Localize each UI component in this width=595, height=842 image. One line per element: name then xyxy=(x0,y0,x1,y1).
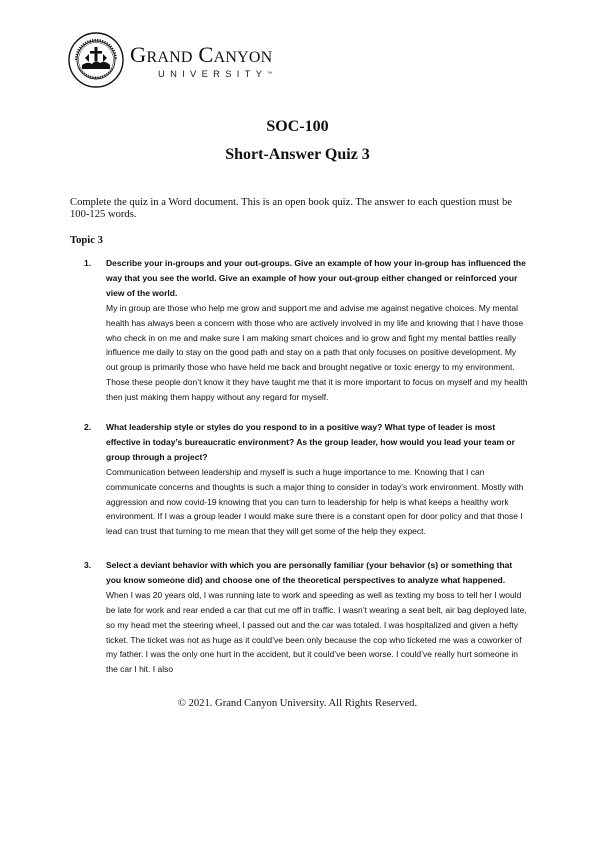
page-title: Short-Answer Quiz 3 xyxy=(225,146,370,163)
question-block xyxy=(84,558,529,677)
answer-text: My in group are those who help me grow and support me and advise me against negative choices. My mental health has always been a concern with those who are actively involved in my life and knowing that I have those who check in on me and make sure I am making smart choices and io grow and fight my mental battles really influence me daily to stay on the good path and stay on a path that only focuses on positive development. My out group is primarily those who have held me back and brought negative or toxic energy to my environment. Those these people don’t know it they have taught me that it is more important to focus on myself and my health then just making them happy without any regard for myself. xyxy=(106,302,528,403)
university-seal-icon xyxy=(68,32,124,88)
question-block xyxy=(84,256,529,405)
topic-heading: Topic 3 xyxy=(70,235,103,246)
university-logo xyxy=(68,32,272,88)
copyright-footer: © 2021. Grand Canyon University. All Rights Reserved. xyxy=(177,698,418,709)
course-code: SOC-100 xyxy=(266,118,329,135)
question-text: What leadership style or styles do you respond to in a positive way? What type of leader is most effective in today’s bureaucratic environment? As the group leader, how would you lead your team or group through a project? xyxy=(106,422,515,462)
brand-subtitle: UNIVERSITY™ xyxy=(158,68,273,79)
question-number: 3. xyxy=(84,560,92,570)
question xyxy=(84,558,529,588)
question-text: Describe your in-groups and your out-groups. Give an example of how your in-group has influenced the way that you see the world. Give an example of how your out-group either changed or reinforced your view of the world. xyxy=(106,258,526,298)
instructions: Complete the quiz in a Word document. This is an open book quiz. The answer to each question must be 100-125 words. xyxy=(70,197,512,220)
question-number: 1. xyxy=(84,258,92,268)
question xyxy=(84,256,529,301)
answer-text: Communication between leadership and myself is such a huge importance to me. Knowing that I can communicate concerns and thoughts is such a major thing to consider in today’s work environment. Mostly with aggression and now covid-19 knowing that you can turn to leadership for help is what keeps a healthy work environment. If I was a group leader I would make sure there is a constant open for door policy and that those I lead can trust that turning to me mean that they will get some of the help they expect. xyxy=(106,466,524,537)
question-text: Select a deviant behavior with which you are personally familiar (your behavior (s) or something that you know someone did) and choose one of the theoretical perspectives to analyze what happened. xyxy=(106,560,513,585)
answer-text: When I was 20 years old, I was running late to work and speeding as well as texting my boss to tell her I would be late for work and rear ended a car that cut me off in traffic. I wasn’t wearing a seat belt, air bag deployed late, so my head met the steering wheel, I passed out and the car was totaled. I was hospitalized and given a hefty ticket. The ticket was not as huge as it could’ve been only because the cop who ticketed me was a coworker of my father. I was the only one hurt in the accident, but it could’ve been worse. I could’ve really hurt someone in the car I hit. I also xyxy=(106,589,527,675)
question-number: 2. xyxy=(84,422,92,432)
question xyxy=(84,420,529,465)
question-block xyxy=(84,420,529,539)
brand-name: Grand Canyon xyxy=(130,42,273,67)
